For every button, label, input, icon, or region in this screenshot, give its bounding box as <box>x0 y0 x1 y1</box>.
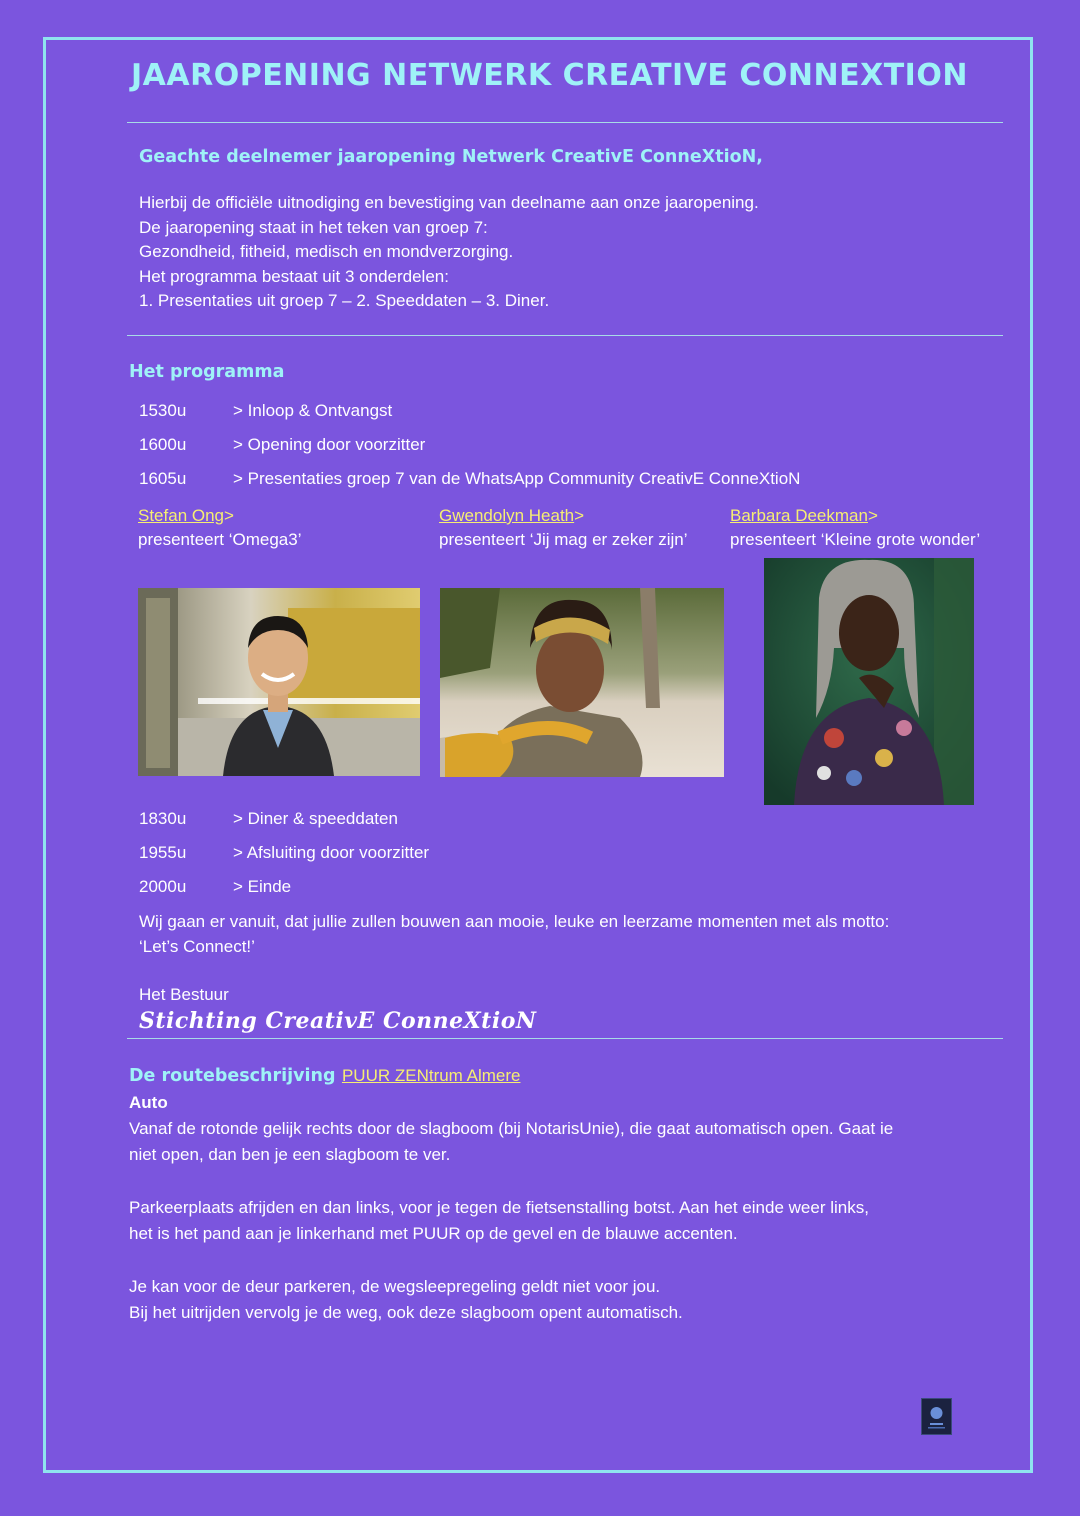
program-time: 1600u <box>139 435 187 454</box>
board-label: Het Bestuur <box>139 985 229 1004</box>
presenter-arrow: > <box>867 506 878 525</box>
intro-line: De jaaropening staat in het teken van groep 7: <box>139 217 488 237</box>
route-subheading: Auto <box>129 1093 168 1112</box>
venue-link[interactable]: PUUR ZENtrum Almere <box>341 1066 521 1085</box>
program-time: 1605u <box>139 469 187 488</box>
route-text <box>129 1116 893 1326</box>
route-heading: De routebeschrijving <box>129 1066 336 1086</box>
route-line: Parkeerplaats afrijden en dan links, voor je tegen de fietsenstalling botst. Aan het einde weer links, <box>129 1198 869 1217</box>
intro-line: 1. Presentaties uit groep 7 – 2. Speeddaten – 3. Diner. <box>139 291 550 310</box>
program-time: 1830u <box>139 809 187 828</box>
program-time: 2000u <box>139 877 187 896</box>
presenter-gwendolyn <box>439 504 687 552</box>
divider <box>127 122 1003 123</box>
photo-gwendolyn <box>440 588 724 777</box>
program-heading: Het programma <box>129 362 285 382</box>
presenter-link[interactable]: Gwendolyn Heath <box>439 506 575 525</box>
route-line: Je kan voor de deur parkeren, de wegsleepregeling geldt niet voor jou. <box>129 1277 661 1296</box>
greeting: Geachte deelnemer jaaropening Netwerk CreativE ConneXtioN, <box>139 147 763 167</box>
intro-line: Gezondheid, fitheid, medisch en mondverzorging. <box>139 242 514 261</box>
signature: Stichting CreativE ConneXtioN <box>139 1008 537 1034</box>
intro-line: Het programma bestaat uit 3 onderdelen: <box>139 266 449 286</box>
presenter-talk: presenteert ‘Omega3’ <box>138 530 302 549</box>
program-desc: > Einde <box>233 877 292 896</box>
divider <box>127 335 1003 336</box>
photo-stefan <box>138 588 420 776</box>
route-line: Bij het uitrijden vervolg je de weg, ook deze slagboom opent automatisch. <box>129 1303 683 1322</box>
program-desc: > Inloop & Ontvangst <box>233 401 393 420</box>
presenter-arrow: > <box>574 506 585 525</box>
program-desc: > Afsluiting door voorzitter <box>233 843 430 862</box>
presenter-link[interactable]: Barbara Deekman <box>730 506 868 525</box>
route-line: niet open, dan ben je een slagboom te ver. <box>129 1145 451 1164</box>
closing-line: Wij gaan er vanuit, dat jullie zullen bouwen aan mooie, leuke en leerzame momenten met als motto: <box>139 912 890 931</box>
intro-line: Hierbij de officiële uitnodiging en bevestiging van deelname aan onze jaaropening. <box>139 193 759 212</box>
program-desc: > Presentaties groep 7 van de WhatsApp Community CreativE ConneXtioN <box>233 469 801 488</box>
logo-icon <box>921 1398 952 1435</box>
route-line: het is het pand aan je linkerhand met PUUR op de gevel en de blauwe accenten. <box>129 1224 738 1243</box>
closing-line: ‘Let’s Connect!’ <box>139 936 255 956</box>
program-time: 1530u <box>139 401 187 420</box>
route-heading-row <box>129 1066 520 1086</box>
program-time: 1955u <box>139 843 187 862</box>
presenter-talk: presenteert ‘Jij mag er zeker zijn’ <box>439 530 688 549</box>
route-line: Vanaf de rotonde gelijk rechts door de slagboom (bij NotarisUnie), die gaat automatisch open. Gaat ie <box>129 1119 894 1138</box>
divider <box>127 1038 1003 1039</box>
photo-barbara <box>764 558 974 805</box>
intro-text <box>139 191 759 314</box>
page-title: JAAROPENING NETWERK CREATIVE CONNEXTION <box>131 58 968 93</box>
presenter-talk: presenteert ‘Kleine grote wonder’ <box>730 530 981 549</box>
closing-text <box>139 910 889 959</box>
presenter-arrow: > <box>224 506 234 525</box>
presenter-link[interactable]: Stefan Ong <box>138 506 225 525</box>
presenter-barbara <box>730 504 980 552</box>
program-desc: > Opening door voorzitter <box>233 435 426 454</box>
presenter-stefan <box>138 504 301 552</box>
program-desc: > Diner & speeddaten <box>233 809 398 828</box>
